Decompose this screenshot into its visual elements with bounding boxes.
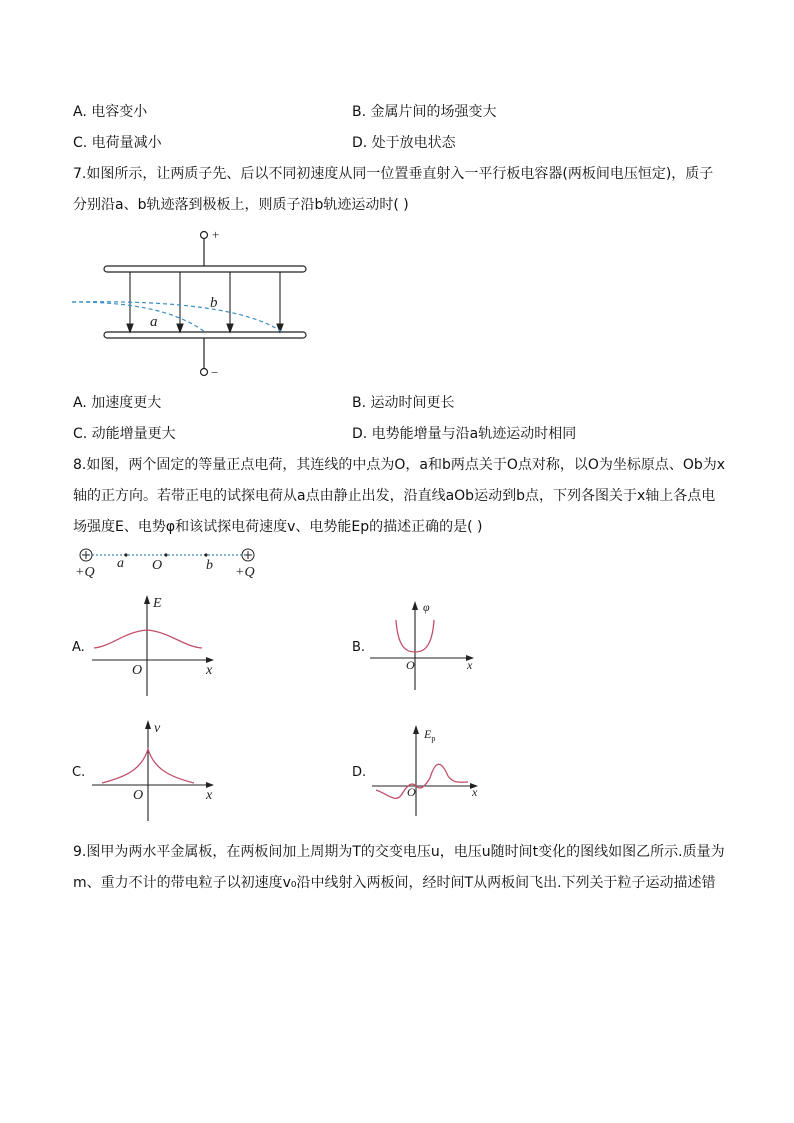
q7-stem-line1: 7.如图所示，让两质子先、后以不同初速度从同一位置垂直射入一平行板电容器(两板间电压恒定)，质子 <box>73 166 714 182</box>
graph-d-y-sub: p <box>431 734 436 743</box>
graph-b-origin: O <box>406 658 415 672</box>
label-right-q: +Q <box>235 565 255 580</box>
plus-sign: + <box>212 227 220 242</box>
q6-option-a: A. 电容变小 <box>73 104 148 120</box>
top-terminal <box>201 232 208 239</box>
graph-d-y-main: E <box>424 727 432 741</box>
graph-c-option-label: C. <box>72 765 86 780</box>
graph-d-option-label: D. <box>352 765 367 780</box>
q7-option-c: C. 动能增量更大 <box>73 426 176 442</box>
top-plate <box>104 266 306 272</box>
graph-c-x-label: x <box>206 788 213 803</box>
graph-c-y-label: v <box>154 721 161 736</box>
graph-b <box>368 598 480 692</box>
label-point-b: b <box>206 558 213 573</box>
q6-option-c: C. 电荷量减小 <box>73 135 162 151</box>
q6-option-d: D. 处于放电状态 <box>352 135 456 151</box>
q8-stem-line1: 8.如图，两个固定的等量正点电荷，其连线的中点为O，a和b两点关于O点对称，以O为坐标原点、Ob为x <box>73 457 726 473</box>
graph-a-curve <box>94 630 202 648</box>
point-a-dot <box>124 553 127 556</box>
q8-stem-line3: 场强度E、电势φ和该试探电荷速度v、电势能Ep的描述正确的是( ) <box>73 519 483 535</box>
graph-c <box>88 715 224 823</box>
label-point-o: O <box>152 558 163 573</box>
graph-a-x-label: x <box>206 663 213 678</box>
graph-d-y-label <box>423 727 435 743</box>
label-left-q: +Q <box>75 565 95 580</box>
graph-d-curve <box>376 764 468 798</box>
q6-option-b: B. 金属片间的场强变大 <box>352 104 497 120</box>
q7-stem-line2: 分别沿a、b轨迹落到极板上，则质子沿b轨迹运动时( ) <box>73 197 409 213</box>
q7-option-b: B. 运动时间更长 <box>352 395 455 411</box>
graph-b-option-label: B. <box>352 640 366 655</box>
graph-b-x-label: x <box>467 658 473 672</box>
graph-d-x-label: x <box>472 785 478 799</box>
bottom-terminal <box>201 369 208 376</box>
q8-charges-figure <box>70 545 270 581</box>
bottom-plate <box>104 332 306 338</box>
trajectory-a <box>72 302 205 332</box>
q8-stem-line2: 轴的正方向。若带正电的试探电荷从a点由静止出发，沿直线aOb运动到b点，下列各图关于x轴上各点电 <box>73 488 716 504</box>
graph-a-origin: O <box>132 663 143 678</box>
label-point-a: a <box>117 556 124 571</box>
graph-a <box>88 590 224 698</box>
label-a: a <box>150 314 158 330</box>
q9-stem-line2: m、重力不计的带电粒子以初速度v₀沿中线射入两板间，经时间T从两板间飞出.下列关于粒子运动描述错 <box>73 875 716 891</box>
graph-c-origin: O <box>133 788 144 803</box>
graph-a-y-label: E <box>153 596 162 611</box>
q7-option-d: D. 电势能增量与沿a轨迹运动时相同 <box>352 426 577 442</box>
right-charge <box>242 549 254 561</box>
graph-d-origin: O <box>407 785 416 799</box>
point-o-dot <box>164 553 167 556</box>
q9-stem-line1: 9.图甲为两水平金属板，在两板间加上周期为T的交变电压u，电压u随时间t变化的图线如图乙所示.质量为 <box>73 844 725 860</box>
label-b: b <box>210 295 218 311</box>
q7-capacitor-figure <box>60 222 320 382</box>
graph-a-option-label: A. <box>72 640 85 655</box>
point-b-dot <box>204 553 207 556</box>
graph-d <box>368 722 486 818</box>
minus-sign: − <box>211 365 219 380</box>
graph-b-y-label: φ <box>423 600 430 614</box>
q7-option-a: A. 加速度更大 <box>73 395 162 411</box>
left-charge <box>80 549 92 561</box>
